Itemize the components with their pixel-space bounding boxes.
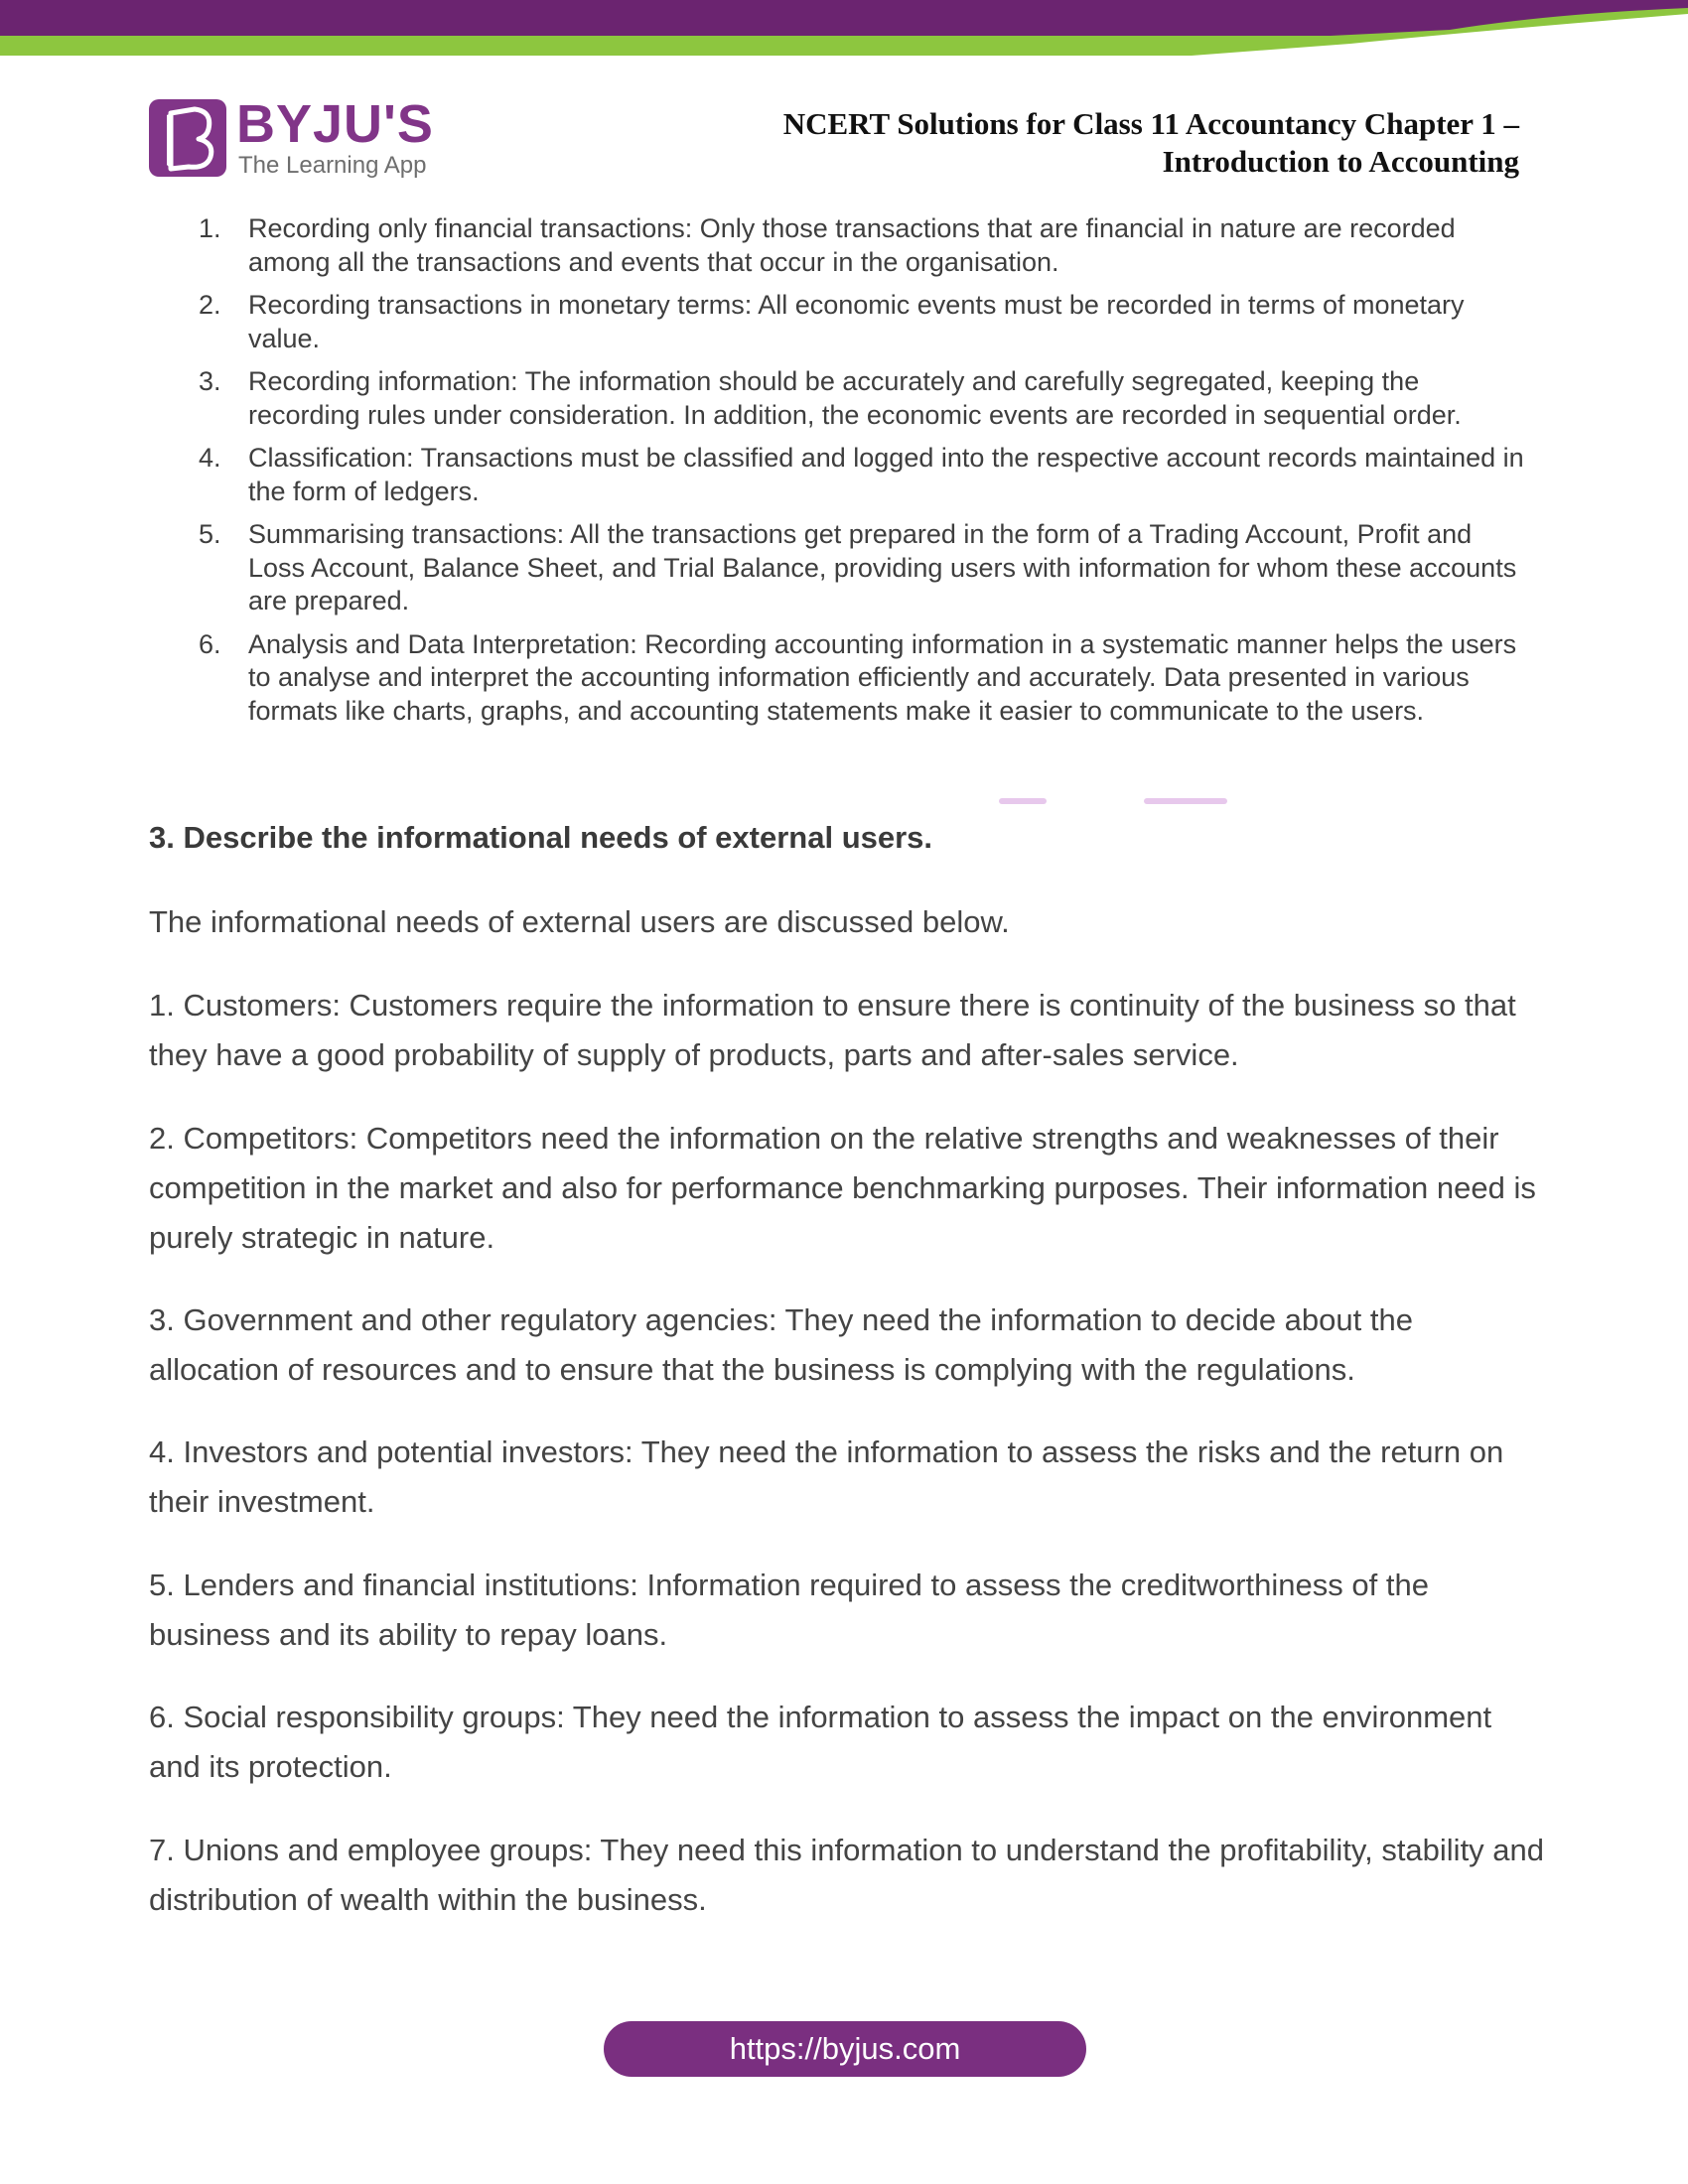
list-item xyxy=(187,289,1527,355)
list-item-text: Summarising transactions: All the transactions get prepared in the form of a Trading Account, Profit and Loss Account, Balance Sheet, and Trial Balance, providing users with information for whom these accounts are prepared. xyxy=(248,519,1517,615)
logo-brand-name: BYJU'S xyxy=(236,94,434,154)
list-item-text: Recording only financial transactions: Only those transactions that are financial in nature are recorded among all the transactions and events that occur in the organisation. xyxy=(248,213,1456,277)
list-item xyxy=(187,442,1527,508)
answer-point: 6. Social responsibility groups: They need the information to assess the impact on the environment and its protection. xyxy=(149,1700,1492,1784)
website-link-button[interactable]: https://byjus.com xyxy=(604,2021,1086,2077)
accounting-process-list xyxy=(187,212,1527,738)
top-decorative-band xyxy=(0,0,1688,62)
byjus-logo[interactable] xyxy=(149,94,437,179)
highlight-smudge xyxy=(1144,798,1227,804)
answer-point: 5. Lenders and financial institutions: Information required to assess the creditworthiness of the business and its ability to repay loans. xyxy=(149,1568,1429,1652)
answer-point: 2. Competitors: Competitors need the information on the relative strengths and weaknesses of their competition in the market and also for performance benchmarking purposes. Their information need is purely strategic in nature. xyxy=(149,1121,1536,1255)
answer-point: 4. Investors and potential investors: They need the information to assess the risks and the return on their investment. xyxy=(149,1434,1504,1519)
list-item-text: Classification: Transactions must be classified and logged into the respective account records maintained in the form of ledgers. xyxy=(248,443,1524,506)
list-item-number: 4. xyxy=(199,443,221,473)
question-heading: 3. Describe the informational needs of external users. xyxy=(149,820,933,855)
answer-point: 7. Unions and employee groups: They need this information to understand the profitability, stability and distribution of wealth within the business. xyxy=(149,1833,1545,1917)
document-title-line-2: Introduction to Accounting xyxy=(1162,144,1519,179)
answer-point: 3. Government and other regulatory agencies: They need the information to decide about the allocation of resources and to ensure that the business is complying with the regulations. xyxy=(149,1302,1413,1387)
list-item-text: Analysis and Data Interpretation: Recording accounting information in a systematic manner helps the users to analyse and interpret the accounting information efficiently and accurately. Data presented in various formats like charts, graphs, and accounting statements make it easier to communicate to the users. xyxy=(248,628,1517,726)
list-item-text: Recording transactions in monetary terms: All economic events must be recorded in terms of monetary value. xyxy=(248,290,1465,353)
list-item-number: 3. xyxy=(199,366,221,396)
list-item-number: 1. xyxy=(199,213,221,243)
answer-point: 1. Customers: Customers require the information to ensure there is continuity of the business so that they have a good probability of supply of products, parts and after-sales service. xyxy=(149,988,1516,1072)
list-item-number: 6. xyxy=(199,628,221,659)
list-item-number: 5. xyxy=(199,519,221,549)
document-title xyxy=(626,105,1519,181)
list-item-number: 2. xyxy=(199,290,221,320)
list-item xyxy=(187,518,1527,618)
list-item xyxy=(187,365,1527,432)
answer-intro: The informational needs of external users are discussed below. xyxy=(149,904,1010,939)
highlight-smudge xyxy=(999,798,1047,804)
list-item xyxy=(187,628,1527,729)
list-item xyxy=(187,212,1527,279)
document-title-line-1: NCERT Solutions for Class 11 Accountancy Chapter 1 – xyxy=(782,106,1519,141)
logo-mark xyxy=(149,99,226,177)
logo-tagline: The Learning App xyxy=(238,152,427,179)
list-item-text: Recording information: The information should be accurately and carefully segregated, keeping the recording rules under consideration. In addition, the economic events are recorded in sequential order. xyxy=(248,366,1462,430)
